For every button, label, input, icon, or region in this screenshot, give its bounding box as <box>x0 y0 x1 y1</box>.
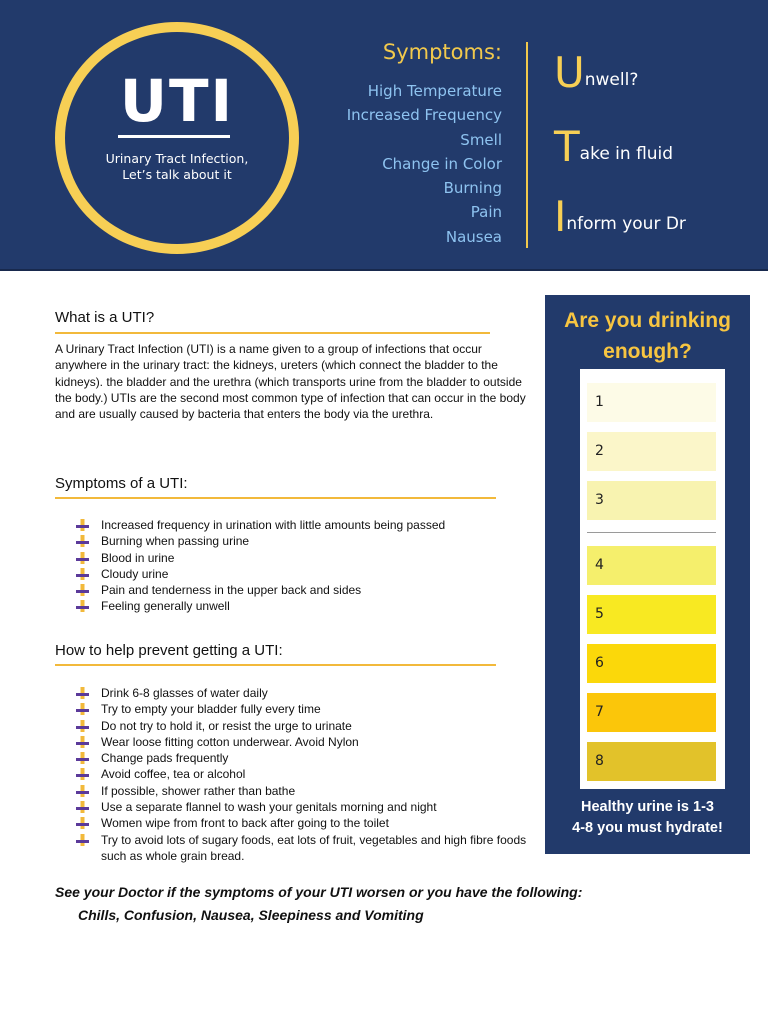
banner-divider <box>526 42 528 248</box>
urine-level-swatch: 1 <box>587 383 716 422</box>
bullet-marker-icon <box>76 703 89 715</box>
symptoms-bullet-list <box>76 517 445 615</box>
bullet-marker-icon <box>76 817 89 829</box>
bullet-marker-icon <box>76 736 89 748</box>
logo-subtitle: Urinary Tract Infection, Let’s talk about it <box>105 151 249 182</box>
urine-level-swatch: 3 <box>587 481 716 520</box>
logo-underline <box>118 135 230 138</box>
bullet-marker-icon <box>76 687 89 699</box>
list-item: Do not try to hold it, or resist the urge to urinate <box>76 718 536 734</box>
bullet-marker-icon <box>76 568 89 580</box>
see-doctor-line: See your Doctor if the symptoms of your UTI worsen or you have the following: <box>55 884 583 900</box>
list-item: Try to avoid lots of sugary foods, eat lots of fruit, vegetables and high fibre foods such as whole grain bread. <box>76 832 536 865</box>
what-is-body: A Urinary Tract Infection (UTI) is a name given to a group of infections that occur anywhere in the urinary tract: the kidneys, ureters (which connect the bladder to the kidneys). the bladder and the urethra (which transports urine from the bladder to outside the body.) UTIs are the second most common type of infection that can occur in the body and are usually caused by bacteria that enters the body via the urethra. <box>55 342 526 422</box>
list-item: Avoid coffee, tea or alcohol <box>76 766 536 782</box>
see-doctor-symptoms: Chills, Confusion, Nausea, Sleepiness and Vomiting <box>78 907 424 923</box>
prevention-rule <box>55 664 496 666</box>
list-item: Increased frequency in urination with little amounts being passed <box>76 517 445 533</box>
bullet-marker-icon <box>76 768 89 780</box>
symptoms-rule <box>55 497 496 499</box>
list-item: Feeling generally unwell <box>76 598 445 614</box>
list-item: Try to empty your bladder fully every time <box>76 701 536 717</box>
acronym-u: Unwell? <box>554 48 639 97</box>
list-item: Cloudy urine <box>76 566 445 582</box>
symptom-item: Nausea <box>445 227 502 246</box>
bullet-marker-icon <box>76 519 89 531</box>
bullet-marker-icon <box>76 600 89 612</box>
symptom-item: Smell <box>460 130 502 149</box>
urine-level-swatch: 7 <box>587 693 716 732</box>
urine-level-swatch: 6 <box>587 644 716 683</box>
bullet-marker-icon <box>76 584 89 596</box>
bullet-marker-icon <box>76 834 89 846</box>
symptom-item: High Temperature <box>367 82 502 100</box>
bullet-marker-icon <box>76 785 89 797</box>
list-item: Use a separate flannel to wash your genitals morning and night <box>76 799 536 815</box>
what-is-title: What is a UTI? <box>55 309 155 326</box>
list-item: Wear loose fitting cotton underwear. Avoid Nylon <box>76 734 536 750</box>
symptom-item: Change in Color <box>382 154 502 173</box>
bullet-marker-icon <box>76 752 89 764</box>
acronym-i: Inform your Dr <box>554 192 686 241</box>
list-item: Women wipe from front to back after going to the toilet <box>76 815 536 831</box>
bullet-marker-icon <box>76 552 89 564</box>
list-item: Burning when passing urine <box>76 533 445 549</box>
bullet-marker-icon <box>76 720 89 732</box>
hydration-title: Are you drinking enough? <box>564 309 731 363</box>
prevention-bullet-list <box>76 685 536 864</box>
logo-title: UTI <box>119 67 235 135</box>
acronym-t: Take in fluid <box>554 122 674 171</box>
bullet-marker-icon <box>76 801 89 813</box>
hydrate-note: 4-8 you must hydrate! <box>572 820 723 836</box>
healthy-divider <box>587 532 716 533</box>
symptom-item: Burning <box>443 179 502 198</box>
symptoms-section-title: Symptoms of a UTI: <box>55 475 188 492</box>
symptom-item: Pain <box>470 203 502 222</box>
what-is-rule <box>55 332 490 334</box>
hydration-panel <box>545 295 750 854</box>
header-banner <box>0 0 768 271</box>
urine-level-swatch: 5 <box>587 595 716 634</box>
urine-level-swatch: 2 <box>587 432 716 471</box>
list-item: Change pads frequently <box>76 750 536 766</box>
symptoms-heading: Symptoms: <box>382 40 502 64</box>
list-item: Drink 6-8 glasses of water daily <box>76 685 536 701</box>
urine-level-swatch: 8 <box>587 742 716 781</box>
logo-ring <box>55 22 299 254</box>
symptom-item: Increased Frequency <box>346 106 502 125</box>
bullet-marker-icon <box>76 535 89 547</box>
symptoms-list <box>347 79 502 249</box>
urine-color-chart <box>580 369 725 789</box>
prevention-title: How to help prevent getting a UTI: <box>55 642 283 659</box>
urine-level-swatch: 4 <box>587 546 716 585</box>
list-item: Blood in urine <box>76 550 445 566</box>
list-item: Pain and tenderness in the upper back and sides <box>76 582 445 598</box>
healthy-note: Healthy urine is 1-3 <box>581 799 714 815</box>
list-item: If possible, shower rather than bathe <box>76 783 536 799</box>
